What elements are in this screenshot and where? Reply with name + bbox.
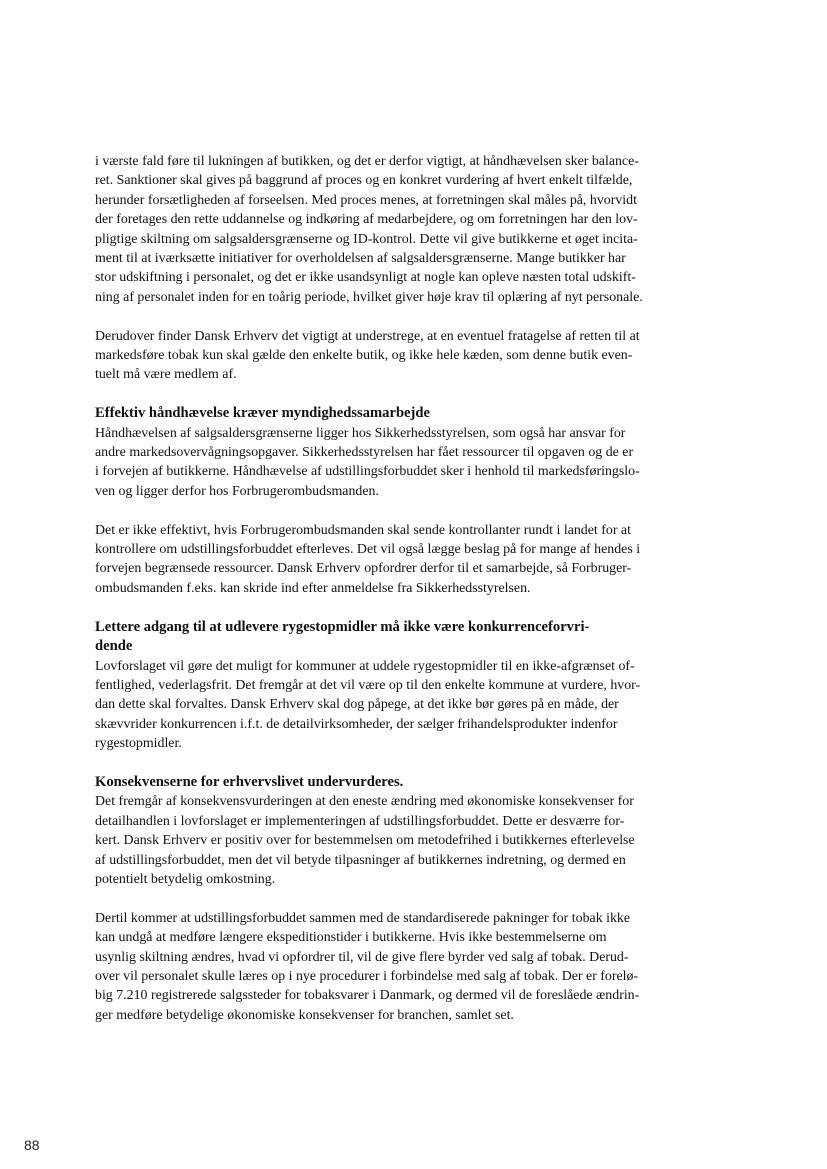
- document-body: [95, 152, 735, 1025]
- text-line: ret. Sanktioner skal gives på baggrund af proces og en konkret vurdering af hvert enkelt tilfælde,: [95, 173, 633, 189]
- text-line: markedsføre tobak kun skal gælde den enkelte butik, og ikke hele kæden, som denne butik even-: [95, 348, 633, 364]
- text-line: Håndhævelsen af salgsaldersgrænserne ligger hos Sikkerhedsstyrelsen, som også har ansvar for: [95, 425, 626, 441]
- page-number: 88: [24, 1137, 40, 1153]
- text-line: i forvejen af butikkerne. Håndhævelse af udstillingsforbuddet sker i henhold til markedsføringslo-: [95, 464, 640, 480]
- text-line: kert. Dansk Erhverv er positiv over for bestemmelsen om metodefrihed i butikkernes efterlevelse: [95, 833, 635, 849]
- text-line: dan dette skal forvaltes. Dansk Erhverv skal dog påpege, at det ikke bør gøres på en måde, der: [95, 697, 619, 713]
- paragraph-cooperation: [95, 521, 735, 599]
- text-line: big 7.210 registrerede salgssteder for tobaksvarer i Danmark, og dermed vil de foreslåede ændrin-: [95, 988, 640, 1004]
- paragraph-display-ban-costs: [95, 909, 735, 1025]
- text-line: Det er ikke effektivt, hvis Forbrugerombudsmanden skal sende kontrollanter rundt i landet for at: [95, 522, 631, 538]
- paragraph-marketing-rights: [95, 327, 735, 385]
- section-heading-consequences: Konsekvenserne for erhvervslivet undervurderes.: [95, 773, 404, 790]
- text-line: detailhandlen i lovforslaget er implementeringen af udstillingsforbuddet. Dette er desværre for-: [95, 813, 625, 829]
- text-line: ger medføre betydelige økonomiske konsekvenser for branchen, samlet set.: [95, 1007, 514, 1023]
- text-line: Lovforslaget vil gøre det muligt for kommuner at uddele rygestopmidler til en ikke-afgrænset of-: [95, 658, 635, 674]
- text-line: herunder forsætligheden af forseelsen. Med proces menes, at forretningen skal måles på, hvorvidt: [95, 192, 637, 208]
- text-line: fentlighed, vederlagsfrit. Det fremgår at det vil være op til den enkelte kommune at vurdere, hvor-: [95, 677, 641, 693]
- paragraph-spacer: [95, 754, 735, 773]
- paragraph-consequences: [95, 792, 735, 889]
- paragraph-spacer: [95, 598, 735, 617]
- text-line: i værste fald føre til lukningen af butikken, og det er derfor vigtigt, at håndhævelsen sker balance-: [95, 154, 639, 169]
- paragraph-spacer: [95, 501, 735, 520]
- text-line: forvejen begrænsede ressourcer. Dansk Erhverv opfordrer derfor til et samarbejde, så Forbruger-: [95, 561, 632, 577]
- text-line: over vil personalet skulle læres op i nye procedurer i forbindelse med salg af tobak. Der er forelø-: [95, 968, 639, 984]
- text-line: rygestopmidler.: [95, 736, 182, 752]
- text-line: ven og ligger derfor hos Forbrugerombudsmanden.: [95, 483, 379, 499]
- text-line: tuelt må være medlem af.: [95, 367, 237, 383]
- text-line: Derudover finder Dansk Erhverv det vigtigt at understrege, at en eventuel fratagelse af retten til at: [95, 328, 640, 344]
- text-line: stor udskiftning i personalet, og det er ikke usandsynligt at nogle kan opleve næsten total udskift-: [95, 270, 636, 286]
- text-line: usynlig skiltning ændres, hvad vi opfordrer til, vil de give flere byrder ved salg af tobak. Derud-: [95, 949, 629, 965]
- text-line: pligtige skiltning om salgsaldersgrænserne og ID-kontrol. Dette vil give butikkerne et øget incita-: [95, 231, 638, 247]
- text-line: Dertil kommer at udstillingsforbuddet sammen med de standardiserede pakninger for tobak ikke: [95, 910, 631, 926]
- text-line: potentielt betydelig omkostning.: [95, 871, 276, 887]
- text-line: ment til at iværksætte initiativer for overholdelsen af salgsaldersgrænserne. Mange butikker har: [95, 251, 626, 267]
- paragraph-smoking-cessation: [95, 657, 735, 754]
- text-line: ning af personalet inden for en toårig periode, hvilket giver høje krav til oplæring af nyt personale.: [95, 289, 643, 305]
- text-line: andre markedsovervågningsopgaver. Sikkerhedsstyrelsen har fået ressourcer til opgaven og de er: [95, 445, 634, 461]
- heading-line: dende: [95, 638, 133, 655]
- paragraph-spacer: [95, 307, 735, 326]
- text-line: Det fremgår af konsekvensvurderingen at den eneste ændring med økonomiske konsekvenser for: [95, 794, 634, 810]
- text-line: der foretages den rette uddannelse og indkøring af medarbejdere, og om forretningen har den lov-: [95, 212, 638, 228]
- paragraph-spacer: [95, 385, 735, 404]
- text-line: skævvrider konkurrencen i.f.t. de detailvirksomheder, der sælger frihandelsprodukter indenfor: [95, 716, 618, 732]
- text-line: ombudsmanden f.eks. kan skride ind efter anmeldelse fra Sikkerhedsstyrelsen.: [95, 580, 531, 596]
- paragraph-enforcement-sanctions: [95, 152, 735, 307]
- text-line: kontrollere om udstillingsforbuddet efterleves. Det vil også lægge beslag på for mange af hendes i: [95, 542, 641, 558]
- section-heading-smoking-cessation: [95, 618, 735, 657]
- paragraph-enforcement-authority: [95, 424, 735, 502]
- text-line: kan undgå at medføre længere ekspeditionstider i butikkerne. Hvis ikke bestemmelserne om: [95, 930, 607, 946]
- text-line: af udstillingsforbuddet, men det vil betyde tilpasninger af butikkernes indretning, og dermed en: [95, 852, 626, 868]
- paragraph-spacer: [95, 889, 735, 908]
- heading-line: Lettere adgang til at udlevere rygestopmidler må ikke være konkurrenceforvri-: [95, 618, 590, 635]
- section-heading-enforcement: Effektiv håndhævelse kræver myndighedssamarbejde: [95, 405, 430, 422]
